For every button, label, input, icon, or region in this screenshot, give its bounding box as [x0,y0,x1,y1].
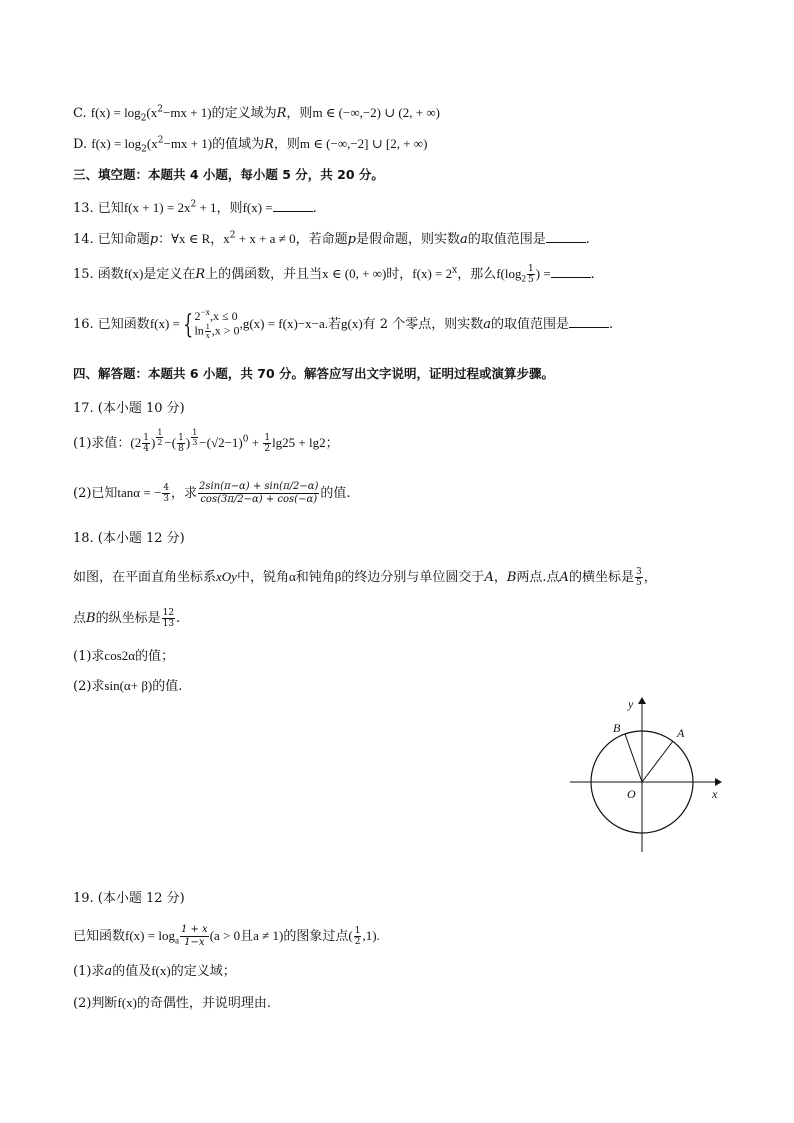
q18-xoy: xOy [216,569,237,584]
q18-l2-c: . [176,611,181,626]
q17-1-frac2-den: 8 [178,444,184,454]
q16-end: . [609,317,614,332]
q18-2-b: sin(α+ β) [104,678,153,693]
question-15 [73,264,595,285]
q16-case2-den: x [205,330,210,340]
q16-case-1 [194,306,239,323]
q18-1-b: cos2α [104,648,136,663]
option-d-R: R [264,137,274,152]
q19-1-d: 的定义域； [170,964,236,979]
q15-log: f(log [496,266,522,281]
option-d-set: m ∈ (−∞,−2] ∪ [2, + ∞) [299,136,428,151]
q19-part-2 [73,994,271,1013]
q19-frac [180,924,209,949]
q19-point-frac [354,926,362,947]
q15-R: R [195,267,206,282]
q19-text [73,921,380,952]
q17-1-minus: −( [164,435,177,450]
option-c-base: 2 [140,113,147,124]
q18-l2-b: 的纵坐标是 [95,611,161,626]
option-c-set: m ∈ (−∞,−2) ∪ (2, + ∞) [312,105,440,120]
label-O: O [627,787,636,801]
label-x: x [712,787,718,801]
q17-1-pow2 [191,428,198,447]
q18-l1-d: 的终边分别与单位圆交于 [341,570,485,585]
q14-expr: ：∀x ∈ R，x [158,231,230,246]
q16-g: g(x) [341,316,363,331]
q17-1-frac2-num: 1 [178,433,184,443]
q13-expr: f(x + 1) = 2x [123,200,191,215]
q19-1-a: (1)求 [73,964,105,979]
q15-interval: x ∈ (0, + ∞) [322,266,387,281]
section-4-heading: 四、解答题：本题共 6 小题，共 70 分。解答应写出文字说明，证明过程或演算步骤。 [73,366,555,381]
q17-1-frac3-den: 2 [264,444,271,454]
q15-base: 2 [521,273,526,284]
q15-text3: 时， [386,267,413,282]
q18-A: A [484,570,494,585]
x-axis [570,778,722,786]
q17-2-frac-den: 3 [163,494,170,504]
q16-answer-blank[interactable] [569,315,609,328]
q16-case1-base: 2 [194,308,201,323]
q17-1-pow2-den: 3 [192,438,198,447]
q16-case-2 [194,323,239,340]
q15-fraction [527,264,535,285]
option-d-base: 2 [141,144,147,155]
q18-heading: 18. (本小题 12 分) [73,531,185,546]
q18-1-a: (1)求 [73,649,105,664]
q18-frac-b-den: 13 [162,619,175,629]
q17-1-end: ； [325,436,339,451]
q18-frac-a-num: 3 [635,567,642,577]
q14-text: ，若命题 [295,232,348,247]
q16-text2: 的取值范围是 [490,317,569,332]
q13-exp: 2 [190,199,197,210]
q19-d: 的图象过点 [283,929,349,944]
q18-B: B [506,570,517,585]
q17-2-tan: tanα = − [117,485,162,500]
q18-text-2 [73,604,180,634]
option-d [73,135,427,154]
q17-part-1: (1)求值：(2 $\frac{1}{4}$ ) $\frac{1}{2}$ −( $\frac{1}{8}$ ) $\frac{1}{3}$ $-(√2-1)^0$ + $\frac{1}{2}$ lg25 + lg2； [73,428,339,454]
q18-frac-b-num: 12 [162,608,175,618]
q17-2-denominator: cos(3π/2−α) + cos(−α) [200,494,318,505]
option-c-exp: 2 [157,104,163,115]
option-c-then: ，则 [286,106,313,121]
q13-target: f(x) = [242,200,273,215]
q17-1-pow1-den: 2 [157,438,163,447]
q17-1-frac3-num: 1 [264,433,271,443]
label-y: y [628,697,634,711]
q18-frac-b [162,608,175,629]
q18-part-2 [73,677,182,696]
q19-cond: (a > 0且a ≠ 1) [209,928,284,943]
q14-answer-blank[interactable] [546,230,586,243]
q17-1-pow1-num: 1 [157,428,163,437]
option-c-func: f(x) = log [90,105,141,120]
q15-frac-den: 5 [528,275,534,285]
q18-l1-a: 如图，在平面直角坐标系 [73,570,217,585]
q14-text2: 是假命题，则实数 [355,232,460,247]
q17-2-end: 的值. [320,486,351,501]
q18-B2: B [86,611,96,626]
q14-end: . [585,232,590,247]
q19-1-b: 的值及 [112,964,152,979]
option-d-arg: (x [146,136,158,151]
q19-a: 已知函数 [73,929,126,944]
q17-1-frac3 [263,433,271,454]
option-c-text: 的定义域为 [211,106,277,121]
q19-heading: 19. (本小题 12 分) [73,891,185,906]
q17-1-frac1-num: 1 [143,433,149,443]
q17-heading: 17. (本小题 10 分) [73,401,185,416]
q18-2-c: 的值. [152,679,183,694]
q16-case2-frac [205,323,211,340]
question-14 [73,230,590,249]
q19-frac-num: 1 + x [180,924,208,935]
q17-2-frac [162,483,170,504]
q19-frac-den: 1−x [184,937,205,948]
q18-frac-a [635,567,643,588]
option-d-func: f(x) = log [91,136,142,151]
q18-A2: A [559,570,569,585]
q17-2-numerator: 2sin(π−α) + sin(π/2−α) [199,481,319,492]
q18-l1-e: ， [493,570,507,585]
option-c-arg-rest: −mx + 1) [163,105,212,120]
q16-text: 有 2 个零点，则实数 [362,317,484,332]
q16-g-def: ,g(x) = f(x)−x−a. [239,316,328,331]
q19-1-c: f(x) [151,963,171,978]
q19-point-den: 2 [354,937,361,947]
option-d-arg-rest: −mx + 1) [163,136,213,151]
q16-brace: { [183,309,194,340]
q14-a: a [459,232,468,247]
q14-p: p [149,232,159,247]
q17-2-ask: ，求 [171,486,198,501]
q15-func: f(x) [123,266,144,281]
q16-lead: 16. 已知函数 [73,317,150,332]
q18-l1-c: 和钝角 [295,570,335,585]
q17-1-plus: + [248,435,263,450]
option-c-prefix: C. [73,106,91,121]
option-d-prefix: D. [73,137,92,152]
q19-log: f(x) = log [125,928,175,943]
q17-1-lg: lg25 + lg2 [272,435,326,450]
q17-1-open: (2 [130,435,142,450]
q13-lead: 13. 已知 [73,201,124,216]
q15-frac-num: 1 [528,264,534,274]
q17-part-2 [73,476,351,511]
unit-circle-figure [560,692,730,862]
q14-text3: 的取值范围是 [467,232,546,247]
q16-case1-cond: ,x ≤ 0 [210,308,238,323]
option-c-arg: (x [146,105,158,120]
q16-case2-num: 1 [205,321,210,331]
q18-2-a: (2)求 [73,679,105,694]
q15-expr: f(x) = 2 [412,266,453,281]
option-d-exp: 2 [157,135,164,146]
q16-case1-exp: −x [200,306,211,317]
q15-exp: x [452,265,458,276]
q15-lead: 15. 函数 [73,267,124,282]
q17-2-frac-num: 4 [163,483,170,493]
q15-text4: ，那么 [457,267,497,282]
q16-a: a [483,317,491,332]
q18-frac-a-den: 5 [635,578,642,588]
option-c [73,104,440,123]
q18-l1-h: ， [643,570,657,585]
q15-text2: 上的偶函数，并且当 [205,267,323,282]
q17-2-expression [198,481,319,506]
q18-1-c: 的值； [135,649,175,664]
q15-answer-blank[interactable] [551,265,591,278]
label-A: A [677,726,685,740]
q19-point-close: ,1). [362,928,380,943]
q19-base: a [174,935,179,946]
q18-beta: β [334,569,342,584]
q19-2-a: (2)判断 [73,996,118,1011]
q19-1-var: a [104,964,113,979]
q18-l1-f: 两点.点 [516,570,560,585]
q19-point-num: 1 [354,926,361,936]
q14-exp: 2 [229,230,236,241]
section-3-heading: 三、填空题：本题共 4 小题，每小题 5 分，共 20 分。 [73,167,384,182]
q16-if: 若 [327,317,341,332]
q19-part-1 [73,962,236,981]
q18-part-1 [73,647,174,666]
q17-1-pow2-num: 1 [192,428,198,437]
q19-2-c: 的奇偶性，并说明理由. [136,996,272,1011]
q16-cases [194,306,240,340]
q15-close: ) = [535,266,551,281]
q16-case2-cond: ,x > 0 [211,322,240,337]
terminal-side-alpha [642,741,673,782]
q18-alpha: α [288,569,296,584]
q13-answer-blank[interactable] [273,199,313,212]
q18-text-1 [73,562,657,593]
option-c-R: R [276,106,287,121]
question-16 [73,306,614,340]
q17-1-exp0: 0 [242,434,249,445]
q18-l2-a: 点 [73,611,87,626]
q17-1-sqrt: −(√2−1) [199,435,243,450]
q15-end: . [590,267,595,282]
q13-expr-rest: + 1 [196,200,217,215]
question-13 [73,199,317,218]
q17-1-lead: (1)求值： [73,436,131,451]
q17-1-frac2 [177,433,185,454]
option-d-text: 的值域为 [212,137,265,152]
terminal-side-beta [625,734,642,782]
q17-1-frac1 [142,433,150,454]
label-B: B [613,721,621,735]
q18-l1-g: 的横坐标是 [568,570,634,585]
q16-func: f(x) = [149,316,180,331]
q19-point-open: ( [348,928,353,943]
q14-p2: p [347,232,356,247]
q14-expr-rest: + x + a ≠ 0 [235,231,296,246]
q17-1-pow1 [156,428,163,447]
q16-case2-ln: ln [194,322,204,337]
q17-2-lead: (2)已知 [73,486,118,501]
q13-then: ，则 [216,201,243,216]
q14-lead: 14. 已知命题 [73,232,150,247]
q15-text: 是定义在 [143,267,196,282]
q18-l1-b: 中，锐角 [236,570,289,585]
q13-end: . [312,201,317,216]
q17-1-frac1-den: 4 [143,444,149,454]
q19-2-b: f(x) [117,995,137,1010]
option-d-then: ，则 [273,137,300,152]
